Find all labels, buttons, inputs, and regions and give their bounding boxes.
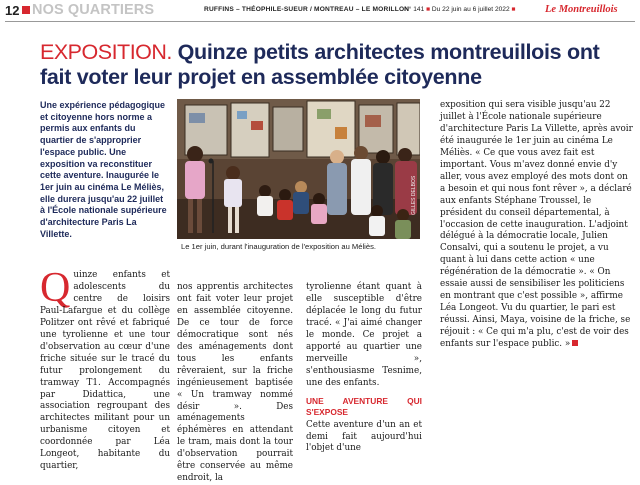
photo-caption: Le 1er juin, durant l'inauguration de l'exposition au Méliès. [181, 242, 376, 251]
section-rubric: NOS QUARTIERS [32, 2, 155, 18]
photo-credit: GILLES DELBOS [411, 175, 417, 215]
district-names: RUFFINS – THÉOPHILE-SUEUR / MONTREAU – LE MORILLON [204, 6, 410, 13]
body-column-4 [440, 100, 635, 351]
headline-kicker: EXPOSITION. [40, 40, 172, 64]
bullet-square-icon: ■ [511, 6, 516, 13]
lead-text: Une expérience pédagogique et citoyenne hors norme a permis aux enfants du quartier de s'approprier l'espace public. Une exposition va reconstituer cette aventure. Inaugurée le 1er juin au cinéma Le Méliès, elle durera jusqu'au 22 juillet à l'École nationale supérieure d'architecture Paris La Villette. [40, 100, 167, 239]
issue-number: N° 141 [404, 6, 425, 13]
end-mark-icon [572, 340, 578, 346]
issue-info [404, 6, 515, 13]
body-column-2 [177, 282, 293, 485]
body-column-3 [306, 282, 422, 455]
body-paragraph [440, 100, 635, 351]
article-headline [40, 40, 635, 89]
body-paragraph [40, 265, 170, 473]
red-square-icon [22, 6, 30, 14]
body-text: exposition qui sera visible jusqu'au 22 juillet à l'École nationale supérieure d'architecture Paris La Villette, après avoir été inaugurée le 1er juin au cinéma Le Méliès. « Ce que vous avez fait est important. Vous m'avez donné envie d'y aller, vous avez employé des mots dont on a besoin et qui nous font rêver », a déclaré aux enfants Stéphane Troussel, le président du conseil départemental, à l'occasion de cette inauguration. L'adjoint délégué à la démocratie locale, Julien Consalvi, qui a soutenu le projet, a vu quant à lui dans cette action « une régénération de la démocratie ». « On essaie aussi de sensibiliser les politiciens en montrant que c'est possible », affirme Léa Longeot. Vu du quartier, le pari est réussi. Ainsi, Maya, voisine de la friche, se réjouit : « Ce qui m'a plu, c'est de voir des enfants sur l'espace public. » [440, 100, 633, 350]
article-lead [40, 100, 170, 240]
body-text: Cette aventure d'un an et demi fait aujourd'hui l'objet d'une [306, 419, 422, 454]
body-text: nos apprentis architectes ont fait voter leur projet en assemblée citoyenne. De ce tour de force démocratique sont nés des aménagements dont tous les enfants rêveraient, sur la friche ingénieusement baptisée « Un tramway nommé désir ». Des aménagements éphémères en attendant le tram, mais dont la tour d'observation pourrait être conservée au même endroit, la [177, 282, 293, 484]
photo-illustration [177, 99, 420, 239]
drop-cap: Q [40, 265, 71, 311]
intertitle: UNE AVENTURE QUI S'EXPOSE [306, 395, 422, 417]
publication-name: Le Montreuillois [545, 4, 618, 15]
page-header [0, 0, 640, 22]
body-text: uinze enfants et adolescents du centre de loisirs Paul-Lafargue et du collège Politzer ont rêvé et fabriqué une tyrolienne et une tour d'observation au cœur d'une friche située sur le tracé du futur prolongement du tramway T1. Accompagnés par Didattica, une association regroupant des architectes militant pour un urbanisme citoyen et coordonnée par Léa Longeot, habitante du quartier, [40, 270, 170, 472]
bullet-square-icon: ■ [426, 6, 431, 13]
article-photo [177, 99, 420, 239]
headline-title: Quinze petits architectes montreuillois ont fait voter leur projet en assemblée citoyenne [40, 40, 600, 89]
header-divider [5, 21, 635, 22]
body-column-1 [40, 265, 170, 473]
issue-dates: Du 22 juin au 6 juillet 2022 [431, 6, 510, 13]
body-text: tyrolienne étant quant à elle susceptible d'être déplacée le long du futur tracé. « J'ai aimé changer le monde. Ce projet a apporté au quartier une merveille », s'enthousiasme Tesnime, une des enfants. [306, 282, 422, 388]
page-number: 12 [5, 3, 20, 18]
